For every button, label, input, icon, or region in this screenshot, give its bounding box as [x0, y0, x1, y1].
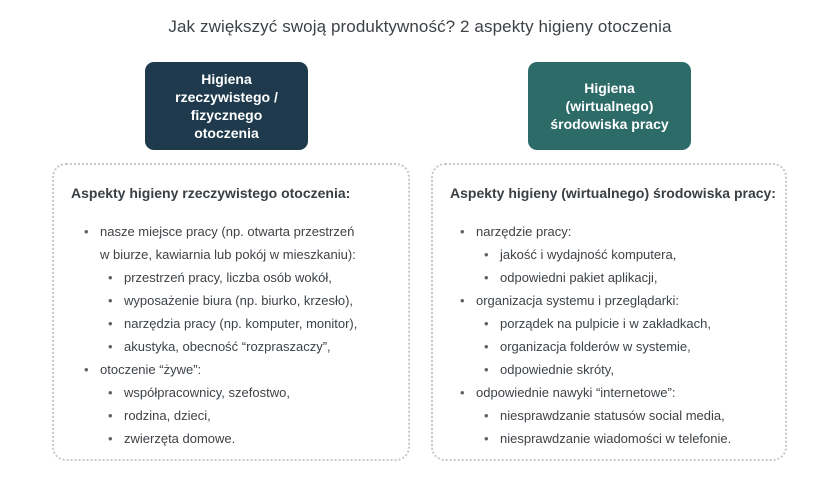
header-virtual-hygiene [528, 62, 691, 150]
panel-heading: Aspekty higieny rzeczywistego otoczenia: [71, 185, 351, 201]
sub-list-item: • współpracownicy, szefostwo, [106, 381, 399, 404]
list-item-label: • otoczenie “żywe”: [100, 362, 202, 377]
sub-list-item: • porządek na pulpicie i w zakładkach, [482, 312, 780, 335]
page-title: Jak zwiększyć swoją produktywność? 2 aspekty higieny otoczenia [168, 17, 672, 36]
sub-list-item: • narzędzia pracy (np. komputer, monitor), [106, 312, 399, 335]
list-item [84, 220, 399, 358]
panel-heading: Aspekty higieny (wirtualnego) środowiska pracy: [450, 185, 776, 201]
list-item [460, 289, 780, 381]
panel-physical-aspects [52, 163, 410, 461]
sub-list-item: • przestrzeń pracy, liczba osób wokół, [106, 266, 399, 289]
sub-list-item: • rodzina, dzieci, [106, 404, 399, 427]
sub-list-item: • zwierzęta domowe. [106, 427, 399, 450]
sub-list [100, 266, 399, 358]
list-item [460, 220, 780, 289]
list-item-label: • organizacja systemu i przeglądarki: [476, 293, 680, 308]
sub-list [476, 404, 780, 450]
sub-list-item: • jakość i wydajność komputera, [482, 243, 780, 266]
panel-virtual-aspects [431, 163, 787, 461]
list-item-label: • nasze miejsce pracy (np. otwarta przestrzeń w biurze, kawiarnia lub pokój w mieszkaniu): [100, 224, 356, 262]
sub-list-item: • odpowiednie skróty, [482, 358, 780, 381]
sub-list-item: • niesprawdzanie statusów social media, [482, 404, 780, 427]
header-virtual-hygiene-label: Higiena (wirtualnego) środowiska pracy [550, 80, 669, 132]
list-item [460, 381, 780, 450]
sub-list-item: • wyposażenie biura (np. biurko, krzesło), [106, 289, 399, 312]
header-physical-hygiene [145, 62, 308, 150]
sub-list-item: • odpowiedni pakiet aplikacji, [482, 266, 780, 289]
list-item [84, 358, 399, 450]
list-item-label: • narzędzie pracy: [476, 224, 572, 239]
sub-list-item: • niesprawdzanie wiadomości w telefonie. [482, 427, 780, 450]
sub-list [476, 312, 780, 381]
sub-list-item: • akustyka, obecność “rozpraszaczy”, [106, 335, 399, 358]
header-physical-hygiene-label: Higiena rzeczywistego / fizycznego otoczenia [175, 71, 278, 141]
sub-list [100, 381, 399, 450]
aspect-list [460, 220, 780, 450]
sub-list [476, 243, 780, 289]
sub-list-item: • organizacja folderów w systemie, [482, 335, 780, 358]
aspect-list [84, 220, 399, 450]
list-item-label: • odpowiednie nawyki “internetowe”: [476, 385, 676, 400]
